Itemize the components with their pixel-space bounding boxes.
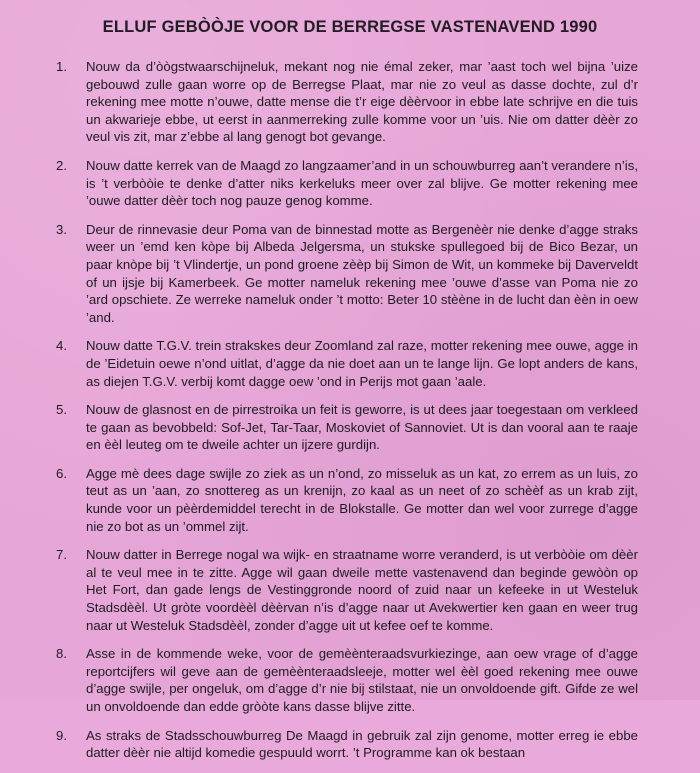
item-text: Nouw datte kerrek van de Maagd zo langzaamer’and in un schouwburreg aan’t verandere n’is, is ’t verbòòie te denke d’atter niks kerkeluks meer over zal blijve. Ge motter rekening mee ’ouwe datter dèèr toch nog pauze genog komme. — [86, 157, 638, 209]
document-title: ELLUF GEBÒÒJE VOOR DE BERREGSE VASTENAVEND 1990 — [102, 18, 598, 36]
list-item — [56, 337, 638, 390]
item-text: Nouw de glasnost en de pirrestroika un feit is geworre, is ut dees jaar toegestaan om verkleed te gaan as bevobbeld: Sof-Jet, Tar-Taar, Moskoviet of Sannoviet. Ut is dan vooral aan te raaje en èèl leuteg om te dweile achter un ijzere gurdijn. — [86, 402, 638, 453]
item-text: Nouw datter in Berrege nogal wa wijk- en straatname worre veranderd, is ut verbòòie om dèèr al te veul mee in te zitte. Agge wil gaan dweile mette vastenavend dan beginde gewòòn op Het Fort, dan gade lengs de Vestinggronde noord of zuid naar un kefeeke in ut Westeluk Stadsdèèl. Ut gròte voordèèl dèèrvan n’is d’agge naar ut Avekwertier ken gaan en weer trug naar ut Westeluk Stadsdèèl, zonder d’agge uit ut kefee oef te komme. — [86, 547, 638, 633]
list-item — [56, 157, 638, 210]
item-text: Agge mè dees dage swijle zo ziek as un n’ond, zo misseluk as un kat, zo errem as un luis, zo teut as un ’aan, zo snottereg as un krenijn, zo kaal as un neet of zo schèèf as un krab zijt, kunde voor un pèèrdemiddel terecht in de Blokstalle. Ge motter dan wel voor zurrege d’agge nie zo bot as un ’ommel zijt. — [86, 465, 638, 534]
item-text: Nouw datte T.G.V. trein strakskes deur Zoomland zal raze, motter rekening mee ouwe, agge in de ’Eidetuin oewe n’ond uitlat, d’agge da nie doet aan un te lange lijn. Ge lopt anders de kans, as diejen T.G.V. verbij komt dagge oew ’ond in Perijs mot gaan ’aale. — [86, 338, 638, 389]
item-text: Deur de rinnevasie deur Poma van de binnestad motte as Bergenèèr nie denke d’agge straks weer un ’emd ken kòpe bij Albeda Jelgersma, un stukske spullegoed bij de Bico Bezar, un paar knòpe bij ’t Vlindertje, un pond groene zèèp bij Simon de Wit, un kommeke bij Daverveldt of un ijsje bij Kamerbeek. Ge motter nameluk rekening mee ’ouwe d’asse van Poma nie zo ’ard opschiete. Ze werreke nameluk onder ’t motto: Beter 10 stèène in de lucht dan èèn in oew ’and. — [86, 221, 638, 325]
list-item — [56, 221, 638, 327]
list-item — [56, 401, 638, 454]
item-number: 6. — [56, 465, 67, 481]
item-number: 1. — [56, 59, 67, 74]
item-number: 3. — [56, 221, 67, 237]
list-item — [56, 58, 638, 146]
numbered-list — [56, 58, 638, 773]
item-number: 2. — [56, 157, 67, 173]
item-number: 5. — [56, 402, 67, 418]
item-text: Nouw da d’òògstwaarschijneluk, mekant nog nie émal zeker, mar ’aast toch wel bijna ’uize gebouwd zulle gaan worre op de Berregse Plaat, mar nie zo veul as dasse dochte, zul d’r rekening mee motte n’ouwe, datte mense die t’r eige dèèrvoor in ebbe late schrijve en die tuis un akwarieje ebbe, ut eerst in aanmerreking zulle komme voor un ’uis. Nie om datter dèèr zo veul vis zit, mar z’ebbe al lang genogt bot gevange. — [86, 59, 638, 145]
list-item — [56, 727, 638, 762]
item-number: 4. — [56, 338, 67, 354]
list-item — [56, 465, 638, 535]
item-number: 8. — [56, 646, 67, 662]
item-text: As straks de Stadsschouwburreg De Maagd in gebruik zal zijn genome, motter erreg ie ebbe datter dèèr nie altijd komedie gespuuld worrt. ’t Programme kan ok bestaan — [86, 727, 638, 761]
item-number: 7. — [56, 547, 67, 563]
item-number: 9. — [56, 727, 67, 743]
list-item — [56, 546, 638, 634]
item-text: Asse in de kommende weke, voor de gemèènteraadsvurkiezinge, aan oew vrage of d’agge reportcijfers wil geve aan de gemèènteraadsleeje, motter wel èèl goed rekening mee ouwe d’agge swijle, per ongeluk, om d’agge d’r nie bij stilstaat, nie un onvoldoende gift. Gifde ze wel un onvoldoende dan edde gròòte kans dasse blijve zitte. — [86, 646, 638, 714]
list-item — [56, 645, 638, 715]
